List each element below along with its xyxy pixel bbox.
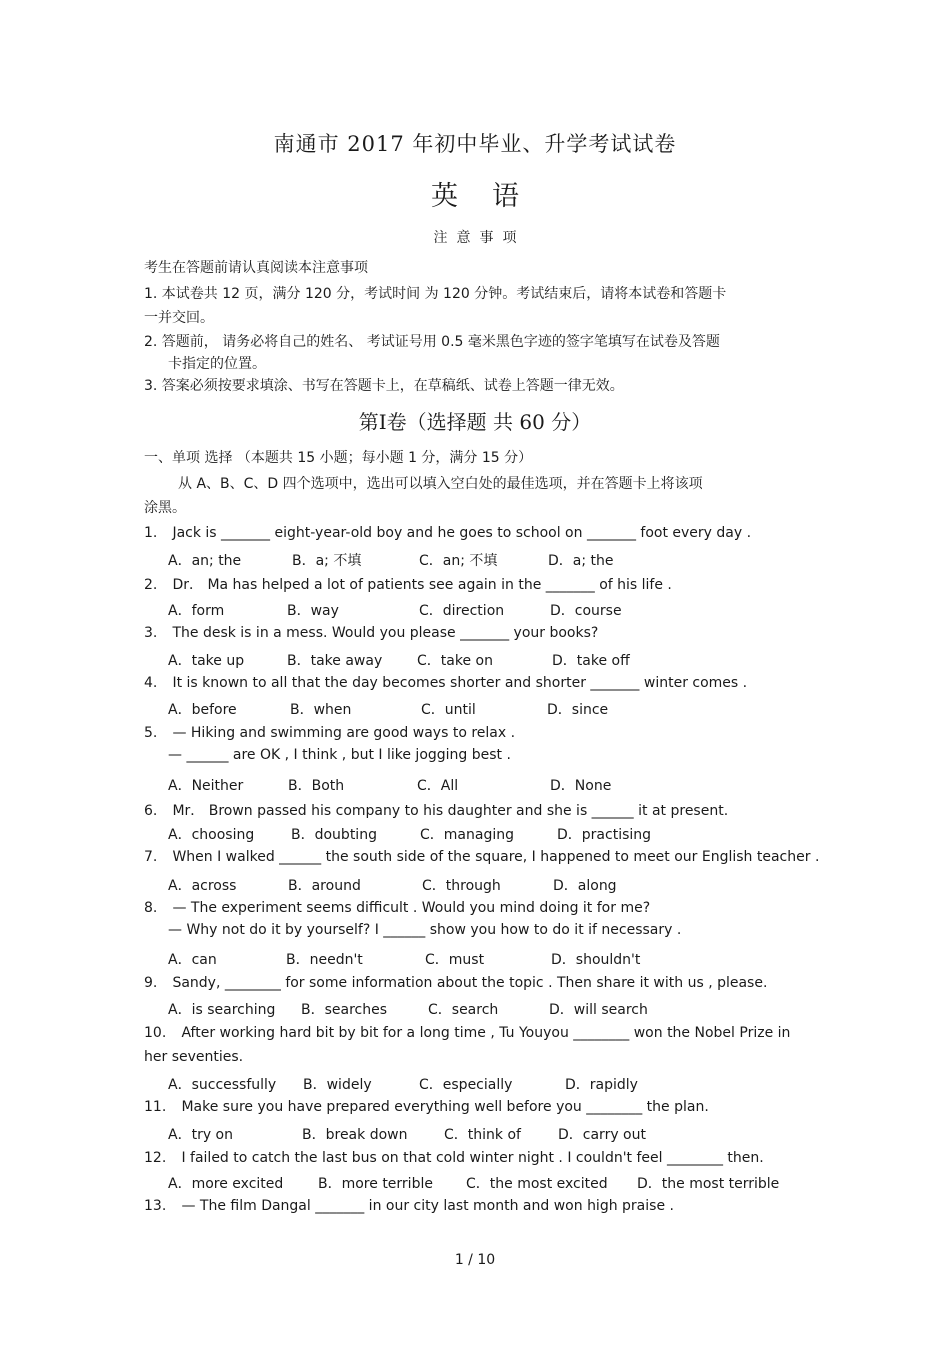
question-continuation: her seventies. — [144, 1049, 244, 1065]
option[interactable]: D．rapidly — [565, 1077, 638, 1093]
page-number: 1 / 10 — [454, 1252, 496, 1268]
option[interactable]: C．must — [425, 952, 485, 968]
question-text: — The experiment seems difficult . Would you mind doing it for me? — [172, 900, 651, 916]
notice-item: 1. 本试卷共 12 页，满分 120 分，考试时间 为 120 分钟。考试结束后，请将本试卷和答题卡 — [144, 286, 727, 302]
notice-item: 一并交回。 — [144, 310, 214, 326]
option[interactable]: B．a; 不填 — [292, 553, 362, 569]
option[interactable]: A．successfully — [168, 1077, 277, 1093]
part-instruction: 涂黑。 — [144, 500, 186, 516]
question-reply: — ______ are OK , I think , but I like jogging best . — [168, 747, 511, 763]
option[interactable]: A．across — [168, 878, 237, 894]
question-text: Mr． Brown passed his company to his daughter and she is ______ it at present. — [172, 803, 729, 819]
question — [144, 1025, 814, 1041]
question-number: 12. — [144, 1150, 167, 1166]
question — [144, 625, 814, 641]
option[interactable]: C．All — [417, 778, 459, 794]
option[interactable]: B．more terrible — [318, 1176, 433, 1192]
option[interactable]: D．shouldn't — [551, 952, 641, 968]
option[interactable]: C．managing — [420, 827, 514, 843]
question-text: Dr． Ma has helped a lot of patients see again in the _______ of his life . — [172, 577, 672, 593]
option[interactable]: C．until — [421, 702, 476, 718]
option[interactable]: B．around — [288, 878, 361, 894]
question — [144, 975, 814, 991]
option[interactable]: D．a; the — [548, 553, 614, 569]
question-number: 10. — [144, 1025, 167, 1041]
option[interactable]: A．try on — [168, 1127, 233, 1143]
question-number: 11. — [144, 1099, 167, 1115]
question-number: 3. — [144, 625, 158, 641]
question — [144, 675, 814, 691]
question-number: 5. — [144, 725, 158, 741]
option[interactable]: D．None — [550, 778, 612, 794]
option[interactable]: D．the most terrible — [637, 1176, 780, 1192]
part-instruction: 从 A、B、C、D 四个选项中，选出可以填入空白处的最佳选项，并在答题卡上将该项 — [178, 476, 703, 492]
option[interactable]: D．since — [547, 702, 609, 718]
option[interactable]: C．take on — [417, 653, 493, 669]
option[interactable]: A．take up — [168, 653, 245, 669]
option[interactable]: B．doubting — [291, 827, 377, 843]
option[interactable]: B．when — [290, 702, 352, 718]
option[interactable]: B．break down — [302, 1127, 408, 1143]
subject-title: 英语 — [431, 181, 553, 212]
option[interactable]: B．take away — [287, 653, 383, 669]
question-number: 4. — [144, 675, 158, 691]
question-text: Jack is _______ eight-year-old boy and he goes to school on _______ foot every day . — [172, 525, 752, 541]
option[interactable]: C．think of — [444, 1127, 521, 1143]
option[interactable]: B．widely — [303, 1077, 372, 1093]
notice-item: 3. 答案必须按要求填涂、书写在答题卡上，在草稿纸、试卷上答题一律无效。 — [144, 378, 624, 394]
question-number: 8. — [144, 900, 158, 916]
question-number: 9. — [144, 975, 158, 991]
notice-item: 2. 答题前， 请务必将自己的姓名、 考试证号用 0.5 毫米黑色字迹的签字笔填写在试卷及答题 — [144, 334, 720, 350]
question-text: It is known to all that the day becomes shorter and shorter _______ winter comes . — [172, 675, 748, 691]
question-text: — The film Dangal _______ in our city last month and won high praise . — [181, 1198, 674, 1214]
option[interactable]: A．an; the — [168, 553, 242, 569]
notice-intro: 考生在答题前请认真阅读本注意事项 — [144, 260, 368, 276]
question-number: 6. — [144, 803, 158, 819]
option[interactable]: C．search — [428, 1002, 499, 1018]
option[interactable]: A．before — [168, 702, 237, 718]
question-text: When I walked ______ the south side of the square, I happened to meet our English teacher . — [172, 849, 820, 865]
notice-heading: 注意事项 — [433, 230, 526, 246]
question — [144, 900, 814, 916]
option[interactable]: B．searches — [301, 1002, 388, 1018]
option[interactable]: C．direction — [419, 603, 505, 619]
option[interactable]: B．way — [287, 603, 339, 619]
part-heading: 一、单项 选择 （本题共 15 小题；每小题 1 分，满分 15 分） — [144, 450, 533, 466]
question-number: 1. — [144, 525, 158, 541]
option[interactable]: A．more excited — [168, 1176, 284, 1192]
question — [144, 1198, 814, 1214]
section-title: 第Ⅰ卷（选择题 共 60 分） — [358, 410, 592, 434]
option[interactable]: C．an; 不填 — [419, 553, 498, 569]
question-text: After working hard bit by bit for a long time , Tu Youyou ________ won the Nobel Prize in — [181, 1025, 791, 1041]
question-text: Make sure you have prepared everything well before you ________ the plan. — [181, 1099, 709, 1115]
question-text: I failed to catch the last bus on that cold winter night . I couldn't feel ________ then. — [181, 1150, 764, 1166]
question-number: 7. — [144, 849, 158, 865]
option[interactable]: D．will search — [549, 1002, 648, 1018]
option[interactable]: A．Neither — [168, 778, 244, 794]
question — [144, 525, 814, 541]
option[interactable]: D．practising — [557, 827, 652, 843]
question — [144, 1150, 814, 1166]
notice-item: 卡指定的位置。 — [168, 356, 266, 372]
question-text: Sandy, ________ for some information about the topic . Then share it with us , please. — [172, 975, 768, 991]
option[interactable]: D．take off — [552, 653, 630, 669]
option[interactable]: C．especially — [419, 1077, 513, 1093]
question — [144, 574, 814, 594]
option[interactable]: D．carry out — [558, 1127, 646, 1143]
question-reply: — Why not do it by yourself? I ______ show you how to do it if necessary . — [168, 922, 682, 938]
question-number: 13. — [144, 1198, 167, 1214]
exam-title: 南通市 2017 年初中毕业、升学考试试卷 — [273, 132, 677, 156]
question — [144, 1099, 814, 1115]
option[interactable]: A．choosing — [168, 827, 255, 843]
option[interactable]: C．the most excited — [466, 1176, 608, 1192]
question-text: The desk is in a mess. Would you please _______ your books? — [172, 625, 599, 641]
question — [144, 849, 820, 865]
option[interactable]: D．course — [550, 603, 622, 619]
question-number: 2. — [144, 577, 158, 593]
option[interactable]: B．needn't — [286, 952, 363, 968]
option[interactable]: B．Both — [288, 778, 345, 794]
question — [144, 725, 814, 741]
option[interactable]: D．along — [553, 878, 617, 894]
option[interactable]: A．form — [168, 603, 225, 619]
question — [144, 800, 814, 820]
question-text: — Hiking and swimming are good ways to relax . — [172, 725, 516, 741]
option[interactable]: C．through — [422, 878, 501, 894]
option[interactable]: A．can — [168, 952, 217, 968]
option[interactable]: A．is searching — [168, 1002, 276, 1018]
